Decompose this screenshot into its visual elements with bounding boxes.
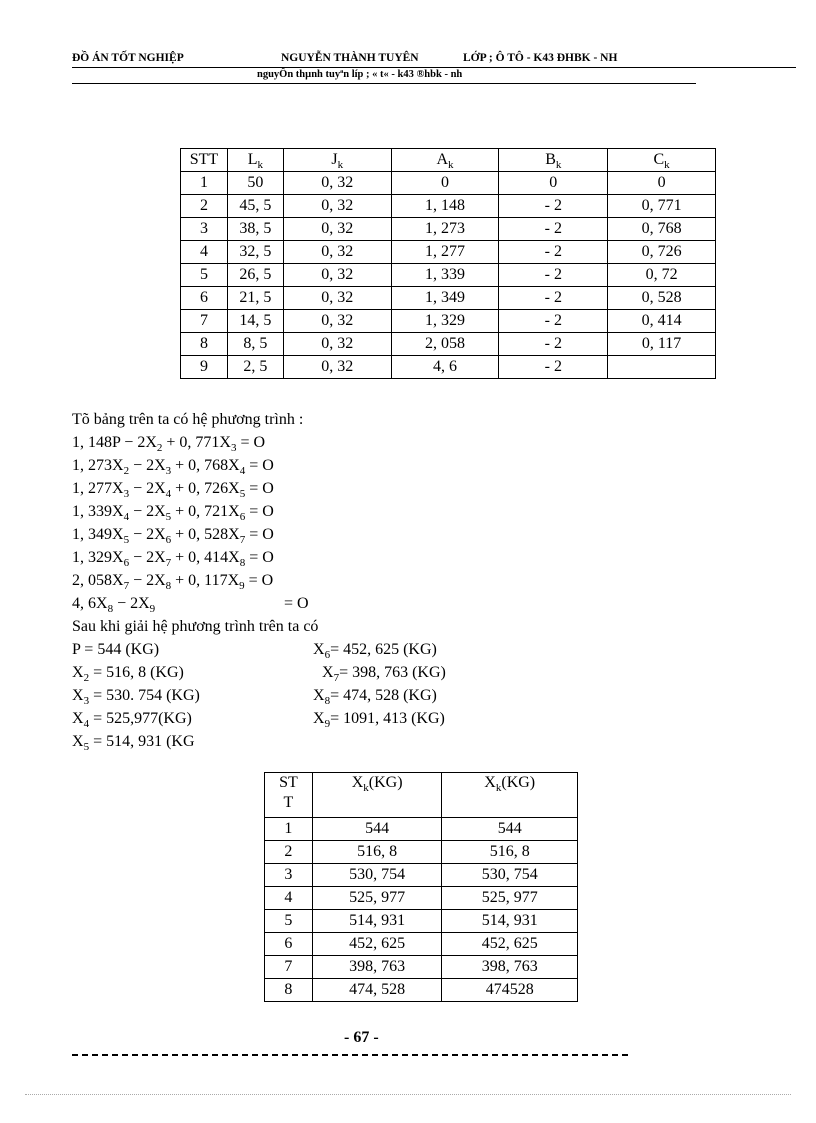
after-text: Sau khi giải hệ phương trình trên ta có [72,618,319,635]
result-x6: $X_6= 452$, 625 (KG) [313,641,437,661]
table-cell-stt: 7 [181,310,228,333]
table-cell-stt: 8 [265,979,313,1002]
table-cell-xk-2: 525, 977 [442,887,578,910]
table-cell-l: 50 [227,172,283,195]
table-cell-a: 1, 329 [391,310,499,333]
table-cell-xk-2: 516, 8 [442,841,578,864]
table-cell-b: - 2 [499,195,608,218]
footer-divider [72,1054,628,1056]
table-row [265,887,578,910]
result-x3: $X_3 = 530$. 754 (KG) [72,687,200,707]
table-cell-b: - 2 [499,241,608,264]
table-cell-a: 1, 273 [391,218,499,241]
header-xk-1: $X_k(KG)$ [312,773,442,818]
table-cell-b: - 2 [499,356,608,379]
table-cell-xk-2: 398, 763 [442,956,578,979]
table-cell-stt: 4 [265,887,313,910]
table-cell-stt: 2 [265,841,313,864]
table-cell-stt: 1 [181,172,228,195]
table-row [265,864,578,887]
table-cell-l: 38, 5 [227,218,283,241]
table-cell-stt: 4 [181,241,228,264]
table-cell-xk-1: 474, 528 [312,979,442,1002]
table-cell-b: - 2 [499,333,608,356]
table-header-row [265,773,578,818]
table-cell-c: 0, 768 [608,218,716,241]
page-subheader [72,69,696,84]
table-cell-c: 0, 528 [608,287,716,310]
page-header [72,51,796,68]
table-cell-xk-1: 398, 763 [312,956,442,979]
header-b: $B_k$ [499,149,608,172]
table-cell-stt: 6 [265,933,313,956]
header-a: $A_k$ [391,149,499,172]
table-cell-l: 26, 5 [227,264,283,287]
table-row [265,933,578,956]
table-row [265,841,578,864]
result-x7: $X_7= 398$, 763 (KG) [322,664,446,684]
table-cell-stt: 2 [181,195,228,218]
table-cell-a: 4, 6 [391,356,499,379]
equation-4: 1, $339X_4 - 2X_5 + 0$, $721X_6 = O$ [72,503,274,523]
table-cell-c: 0 [608,172,716,195]
table-cell-l: 32, 5 [227,241,283,264]
table-cell-c: 0, 414 [608,310,716,333]
table-cell-stt: 3 [181,218,228,241]
table-cell-b: - 2 [499,218,608,241]
equation-8-rhs: = O [284,595,309,612]
header-sub: nguyÔn thµnh tuyªn líp ; « t« - k43 ®hbk - nh [257,69,463,80]
table-cell-l: 2, 5 [227,356,283,379]
table-cell-a: 0 [391,172,499,195]
table-row [181,333,716,356]
table-cell-l: 45, 5 [227,195,283,218]
result-p: P = 544 (KG) [72,641,160,658]
table-cell-j: 0, 32 [283,310,391,333]
table-cell-xk-1: 516, 8 [312,841,442,864]
table-row [181,172,716,195]
table-cell-xk-1: 525, 977 [312,887,442,910]
table-row [181,264,716,287]
page-number: - 67 - [344,1029,379,1046]
table-cell-stt: 9 [181,356,228,379]
intro-text: Tõ bảng trên ta có hệ phương trình : [72,411,304,428]
table-cell-a: 1, 339 [391,264,499,287]
table-row [181,287,716,310]
result-x5: $X_5 = 514$, 931 (KG [72,733,195,753]
equation-1: 1, $148P - 2X_2 + 0$, $771X_3 = O$ [72,434,266,454]
table-cell-j: 0, 32 [283,218,391,241]
table-cell-stt: 5 [265,910,313,933]
table-row [265,910,578,933]
header-xk-2: $X_k(KG)$ [442,773,578,818]
header-author: NGUYỄN THÀNH TUYÊN [281,52,419,64]
table-cell-a: 1, 148 [391,195,499,218]
table-row [181,218,716,241]
table-row [181,356,716,379]
table-cell-stt: 1 [265,818,313,841]
result-x4: $X_4 = 525,977(KG)$ [72,710,192,730]
header-l: $L_k$ [227,149,283,172]
coefficient-table [180,148,716,379]
result-x2: $X_2 = 516$, 8 (KG) [72,664,184,684]
header-stt: STT [181,149,228,172]
table-cell-xk-1: 530, 754 [312,864,442,887]
table-cell-j: 0, 32 [283,356,391,379]
table-header-row [181,149,716,172]
table-cell-j: 0, 32 [283,172,391,195]
header-stt: ST T [265,773,313,818]
table-cell-j: 0, 32 [283,264,391,287]
equation-2: 1, $273X_2 - 2X_3 + 0$, $768X_4 = O$ [72,457,274,477]
equation-6: 1, $329X_6 - 2X_7 + 0$, $414X_8 = O$ [72,549,274,569]
header-j: $J_k$ [283,149,391,172]
table-cell-stt: 6 [181,287,228,310]
table-cell-xk-2: 544 [442,818,578,841]
header-class: LỚP ; Ô TÔ - K43 ĐHBK - NH [463,52,618,64]
table-row [181,241,716,264]
results-table [264,772,578,1002]
table-cell-c: 0, 771 [608,195,716,218]
table-cell-stt: 8 [181,333,228,356]
table-cell-l: 21, 5 [227,287,283,310]
table-cell-xk-2: 514, 931 [442,910,578,933]
header-c: $C_k$ [608,149,716,172]
equation-8: 4, $6X_8 - 2X_9$ [72,595,156,615]
table-row [181,310,716,333]
table-cell-xk-2: 452, 625 [442,933,578,956]
table-cell-j: 0, 32 [283,241,391,264]
table-row [265,956,578,979]
result-x8: $X_8= 474$, 528 (KG) [313,687,437,707]
table-cell-xk-1: 514, 931 [312,910,442,933]
table-cell-l: 14, 5 [227,310,283,333]
table-cell-a: 2, 058 [391,333,499,356]
table-cell-xk-1: 452, 625 [312,933,442,956]
table-cell-j: 0, 32 [283,333,391,356]
header-left: ĐỒ ÁN TỐT NGHIỆP [72,52,184,64]
table-cell-stt: 5 [181,264,228,287]
table-cell-c: 0, 72 [608,264,716,287]
table-row [265,818,578,841]
table-cell-xk-2: 474528 [442,979,578,1002]
table-cell-b: 0 [499,172,608,195]
table-cell-xk-2: 530, 754 [442,864,578,887]
result-x9: $X_9= 1091$, 413 (KG) [313,710,445,730]
table-cell-a: 1, 349 [391,287,499,310]
table-cell-c: 0, 726 [608,241,716,264]
table-cell-b: - 2 [499,264,608,287]
table-cell-xk-1: 544 [312,818,442,841]
table-cell-c [608,356,716,379]
table-cell-j: 0, 32 [283,195,391,218]
table-cell-c: 0, 117 [608,333,716,356]
table-cell-j: 0, 32 [283,287,391,310]
table-cell-a: 1, 277 [391,241,499,264]
table-row [265,979,578,1002]
equation-7: 2, $058X_7 - 2X_8 + 0$, $117X_9 = O$ [72,572,274,592]
table-cell-stt: 7 [265,956,313,979]
page-edge [25,1094,791,1095]
table-row [181,195,716,218]
table-cell-b: - 2 [499,287,608,310]
table-cell-b: - 2 [499,310,608,333]
equation-5: 1, $349X_5 - 2X_6 + 0$, $528X_7 = O$ [72,526,274,546]
table-cell-l: 8, 5 [227,333,283,356]
equation-3: 1, $277X_3 - 2X_4 + 0$, $726X_5 = O$ [72,480,274,500]
table-cell-stt: 3 [265,864,313,887]
